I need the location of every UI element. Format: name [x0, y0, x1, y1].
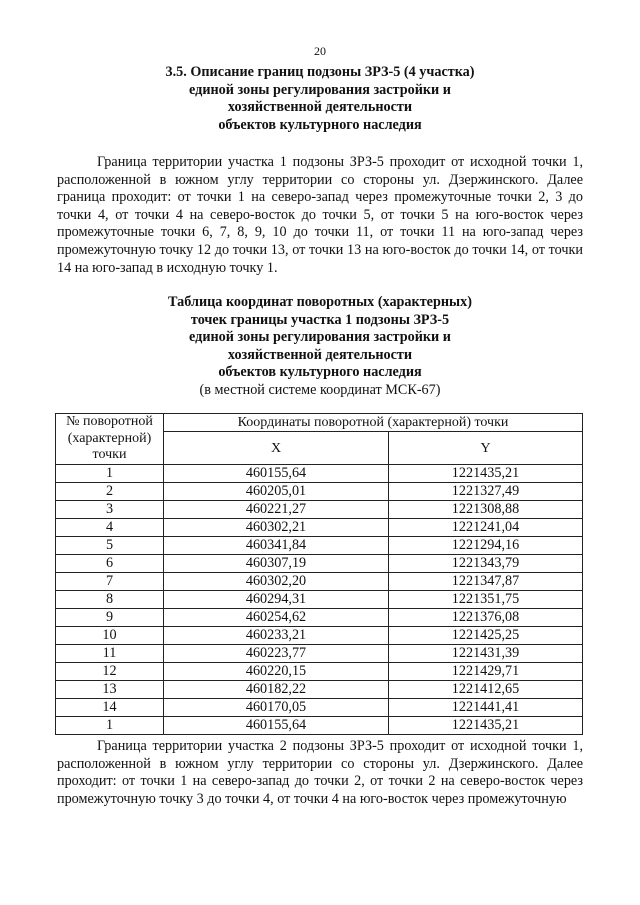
table-row [56, 465, 583, 483]
table-title-line: точек границы участка 1 подзоны ЗРЗ-5 [190, 311, 450, 328]
header-x: X [164, 432, 389, 465]
cell-x: 460182,22 [164, 681, 389, 699]
cell-x: 460155,64 [164, 465, 389, 483]
coordinates-table [55, 413, 583, 735]
cell-point: 2 [56, 483, 164, 501]
cell-x: 460294,31 [164, 591, 389, 609]
section-title-line: единой зоны регулирования застройки и [189, 81, 451, 98]
table-row [56, 681, 583, 699]
cell-point: 5 [56, 537, 164, 555]
page-number: 20 [314, 44, 326, 58]
cell-point: 7 [56, 573, 164, 591]
cell-x: 460307,19 [164, 555, 389, 573]
header-point: № поворотной (характерной) точки [56, 414, 164, 465]
paragraph-2 [57, 738, 583, 808]
table-row [56, 483, 583, 501]
cell-x: 460221,27 [164, 501, 389, 519]
section-title-line: хозяйственной деятельности [227, 99, 413, 116]
cell-y: 1221425,25 [389, 627, 583, 645]
cell-y: 1221308,88 [389, 501, 583, 519]
paragraph-text: Граница территории участка 1 подзоны ЗРЗ-5 проходит от исходной точки 1, расположенной в южном углу территории со стороны ул. Дзержинского. Далее граница проходит: от точки 1 на северо-запад через промежуточные точки 2, 3 до точки 4, от точки 4 на северо-восток до точки 5, от точки 5 на юго-восток через промежуточные точки 6, 7, 8, 9, 10 до точки 11, от точки 11 на юго-запад через промежуточную точку 12 до точки 13, от точки 13 на юго-восток до точки 14, от точки 14 на юго-запад в исходную точку 1. [57, 154, 583, 276]
cell-x: 460254,62 [164, 609, 389, 627]
cell-point: 6 [56, 555, 164, 573]
cell-x: 460155,64 [164, 717, 389, 735]
cell-y: 1221441,41 [389, 699, 583, 717]
cell-y: 1221376,08 [389, 609, 583, 627]
table-row [56, 717, 583, 735]
table-row [56, 501, 583, 519]
cell-y: 1221429,71 [389, 663, 583, 681]
cell-point: 1 [56, 717, 164, 735]
table-title [0, 294, 640, 400]
cell-y: 1221347,87 [389, 573, 583, 591]
section-title-line: объектов культурного наследия [218, 116, 422, 133]
table-row [56, 609, 583, 627]
cell-y: 1221431,39 [389, 645, 583, 663]
cell-y: 1221351,75 [389, 591, 583, 609]
cell-x: 460220,15 [164, 663, 389, 681]
table-row [56, 663, 583, 681]
cell-x: 460302,21 [164, 519, 389, 537]
cell-x: 460302,20 [164, 573, 389, 591]
table-title-line: хозяйственной деятельности [227, 346, 413, 363]
table-row [56, 591, 583, 609]
cell-y: 1221241,04 [389, 519, 583, 537]
cell-point: 11 [56, 645, 164, 663]
cell-x: 460341,84 [164, 537, 389, 555]
table-title-line: Таблица координат поворотных (характерных) [168, 294, 472, 310]
cell-point: 8 [56, 591, 164, 609]
cell-x: 460170,05 [164, 699, 389, 717]
cell-point: 12 [56, 663, 164, 681]
table-title-line: объектов культурного наследия [218, 364, 422, 381]
table-row [56, 537, 583, 555]
table-row [56, 573, 583, 591]
cell-point: 9 [56, 609, 164, 627]
paragraph-1 [57, 154, 583, 277]
cell-x: 460205,01 [164, 483, 389, 501]
cell-point: 13 [56, 681, 164, 699]
table-subtitle: (в местной системе координат МСК-67) [199, 381, 441, 398]
paragraph-text: Граница территории участка 2 подзоны ЗРЗ-5 проходит от исходной точки 1, расположенной в южном углу территории со стороны ул. Дзержинского. Далее проходит: от точки 1 на северо-запад до точки 2, от точки 2 на северо-восток через промежуточную точку 3 до точки 4, от точки 4 на юго-восток через промежуточную [57, 738, 583, 807]
table-row [56, 645, 583, 663]
header-coords: Координаты поворотной (характерной) точки [164, 414, 583, 432]
cell-y: 1221294,16 [389, 537, 583, 555]
table-row [56, 699, 583, 717]
table-row [56, 519, 583, 537]
section-title [0, 64, 640, 134]
cell-y: 1221343,79 [389, 555, 583, 573]
cell-x: 460223,77 [164, 645, 389, 663]
cell-point: 4 [56, 519, 164, 537]
table-title-line: единой зоны регулирования застройки и [189, 329, 451, 346]
cell-y: 1221435,21 [389, 717, 583, 735]
header-y: Y [389, 432, 583, 465]
cell-point: 1 [56, 465, 164, 483]
cell-x: 460233,21 [164, 627, 389, 645]
section-title-line: 3.5. Описание границ подзоны ЗРЗ-5 (4 участка) [165, 64, 475, 80]
cell-y: 1221327,49 [389, 483, 583, 501]
cell-y: 1221435,21 [389, 465, 583, 483]
cell-point: 3 [56, 501, 164, 519]
cell-y: 1221412,65 [389, 681, 583, 699]
table-row [56, 555, 583, 573]
cell-point: 10 [56, 627, 164, 645]
cell-point: 14 [56, 699, 164, 717]
table-row [56, 627, 583, 645]
